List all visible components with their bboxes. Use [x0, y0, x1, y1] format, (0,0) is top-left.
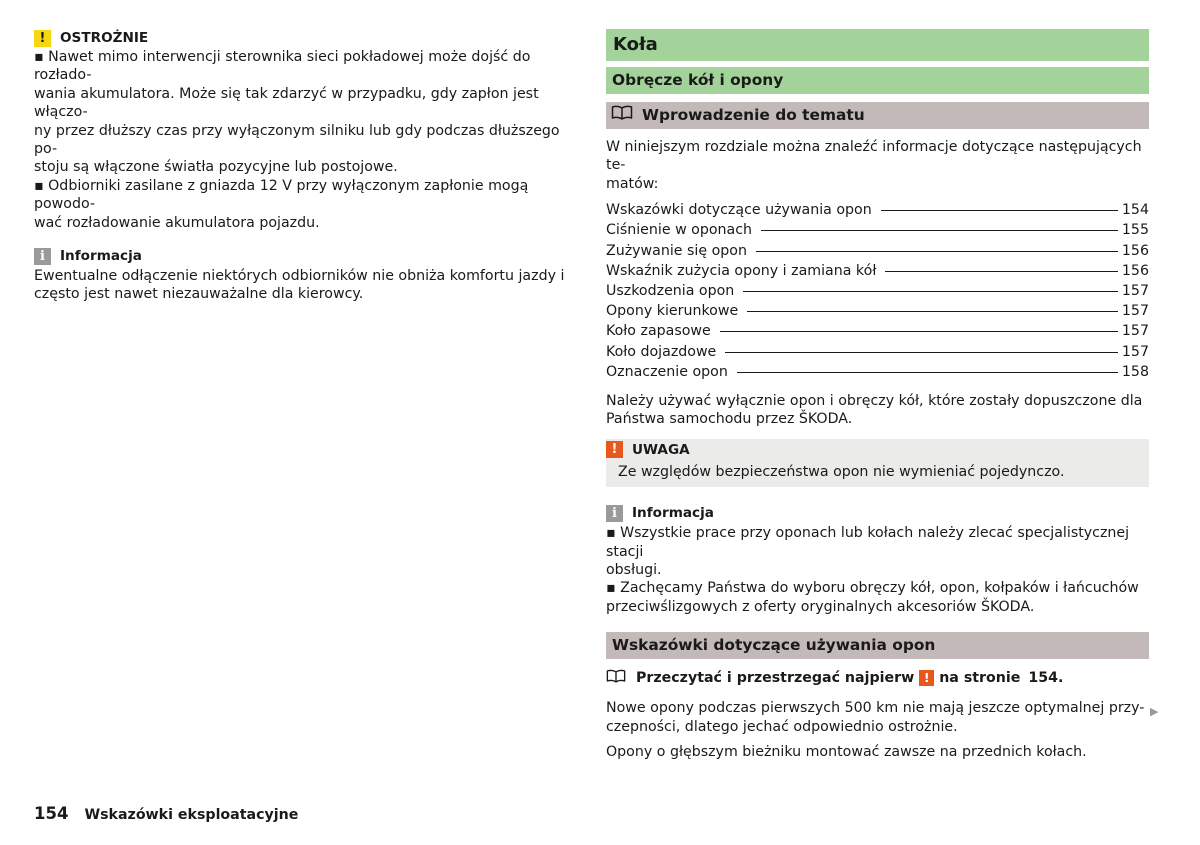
- toc-page: 157: [1121, 282, 1149, 299]
- text-line: ▪ Zachęcamy Państwa do wyboru obręczy kół, opon, kołpaków i łańcuchów: [606, 579, 1149, 597]
- text-line: wać rozładowanie akumulatora pojazdu.: [34, 214, 320, 231]
- info-bullet-1: [606, 524, 1149, 579]
- text-line: obsługi.: [606, 561, 662, 578]
- info-title: Informacja: [60, 248, 142, 265]
- intro-heading: [606, 102, 1149, 129]
- read-before-reference: [606, 668, 1149, 688]
- toc-page: 158: [1121, 363, 1149, 380]
- toc-leader-line: [881, 210, 1118, 211]
- caution-note: [34, 28, 579, 232]
- caution-header: [34, 28, 579, 48]
- text-line: Nowe opony podczas pierwszych 500 km nie mają jeszcze optymalnej przy-: [606, 700, 1145, 717]
- toc-entry[interactable]: [606, 243, 1149, 263]
- warning-title: UWAGA: [632, 441, 690, 458]
- text-line: często jest nawet niezauważalne dla kierowcy.: [34, 286, 364, 303]
- toc-leader-line: [747, 311, 1118, 312]
- toc-leader-line: [720, 331, 1118, 332]
- toc-page: 154: [1121, 202, 1149, 219]
- text-line: czepności, dlatego jechać odpowiednio ostrożnie.: [606, 718, 958, 735]
- text-line: Państwa samochodu przez ŠKODA.: [606, 411, 853, 428]
- info-note: [606, 503, 1149, 616]
- toc-entry[interactable]: [606, 202, 1149, 222]
- toc-label: Uszkodzenia opon: [606, 282, 735, 299]
- toc-leader-line: [885, 271, 1118, 272]
- read-before-page-link[interactable]: 154.: [1028, 670, 1064, 687]
- text-line: stoju są włączone światła pozycyjne lub postojowe.: [34, 159, 398, 176]
- book-icon: [611, 102, 633, 129]
- caution-bullet-2: [34, 177, 579, 232]
- toc-label: Zużywanie się opon: [606, 242, 747, 259]
- text-line: ▪ Wszystkie prace przy oponach lub kołach należy zlecać specjalistycznej stacji: [606, 524, 1149, 561]
- info-bullet-2: [606, 579, 1149, 616]
- right-column: [606, 28, 1149, 761]
- toc-page: 155: [1121, 222, 1149, 239]
- deep-tread-text: Opony o głębszym bieżniku montować zawsze na przednich kołach.: [606, 743, 1087, 760]
- text-line: matów:: [606, 175, 659, 192]
- left-column: [34, 28, 579, 304]
- toc-label: Ciśnienie w oponach: [606, 222, 753, 239]
- info-text: [34, 267, 579, 304]
- toc-page: 157: [1121, 323, 1149, 340]
- warning-text: Ze względów bezpieczeństwa opon nie wymieniać pojedynczo.: [618, 463, 1065, 480]
- toc-label: Wskazówki dotyczące używania opon: [606, 202, 872, 219]
- toc-page: 157: [1121, 343, 1149, 360]
- warning-header: [606, 439, 1149, 461]
- toc-label: Oznaczenie opon: [606, 363, 728, 380]
- toc-leader-line: [743, 291, 1118, 292]
- text-line: przeciwślizgowych z oferty oryginalnych akcesoriów ŠKODA.: [606, 598, 1035, 615]
- info-header: [34, 246, 579, 266]
- new-tyres-text: [606, 699, 1149, 736]
- approval-text: [606, 392, 1149, 429]
- info-title: Informacja: [632, 505, 714, 522]
- toc-leader-line: [737, 372, 1118, 373]
- intro-text: [606, 138, 1149, 193]
- toc-page: 156: [1121, 262, 1149, 279]
- toc-label: Wskaźnik zużycia opony i zamiana kół: [606, 262, 877, 279]
- section-title: Obręcze kół i opony: [606, 67, 1149, 94]
- info-icon: i: [606, 505, 623, 522]
- intro-heading-label: Wprowadzenie do tematu: [642, 106, 865, 124]
- info-icon: i: [34, 248, 51, 265]
- read-before-prefix: Przeczytać i przestrzegać najpierw: [636, 670, 915, 687]
- text-line: Należy używać wyłącznie opon i obręczy kół, które zostały dopuszczone dla: [606, 392, 1143, 409]
- page-footer: [34, 804, 298, 823]
- info-header: [606, 503, 1149, 523]
- caution-bullet-1: [34, 48, 579, 177]
- table-of-contents: [606, 202, 1149, 384]
- text-line: W niniejszym rozdziale można znaleźć informacje dotyczące następujących te-: [606, 139, 1142, 174]
- text-line: wania akumulatora. Może się tak zdarzyć w przypadku, gdy zapłon jest włączo-: [34, 85, 539, 121]
- text-line: ▪ Odbiorniki zasilane z gniazda 12 V przy wyłączonym zapłonie mogą powodo-: [34, 177, 579, 214]
- toc-entry[interactable]: [606, 344, 1149, 364]
- toc-entry[interactable]: [606, 222, 1149, 242]
- toc-entry[interactable]: [606, 283, 1149, 303]
- warning-icon: !: [606, 441, 623, 458]
- info-note: [34, 246, 579, 304]
- page-number: 154: [34, 804, 69, 823]
- toc-entry[interactable]: [606, 323, 1149, 343]
- toc-entry[interactable]: [606, 364, 1149, 384]
- text-line: ny przez dłuższy czas przy wyłączonym silniku lub gdy podczas dłuższego po-: [34, 122, 560, 158]
- toc-label: Koło dojazdowe: [606, 343, 717, 360]
- toc-leader-line: [725, 352, 1118, 353]
- warning-icon: !: [34, 30, 51, 47]
- read-before-middle: na stronie: [939, 670, 1021, 687]
- toc-page: 157: [1121, 303, 1149, 320]
- warning-icon: !: [919, 670, 934, 686]
- toc-entry[interactable]: [606, 303, 1149, 323]
- continue-arrow-icon: ▶: [1150, 705, 1159, 718]
- usage-heading: Wskazówki dotyczące używania opon: [606, 632, 1149, 659]
- toc-leader-line: [756, 251, 1118, 252]
- toc-entry[interactable]: [606, 263, 1149, 283]
- toc-page: 156: [1121, 242, 1149, 259]
- toc-label: Opony kierunkowe: [606, 303, 739, 320]
- text-line: ▪ Nawet mimo interwencji sterownika sieci pokładowej może dojść do rozłado-: [34, 48, 579, 85]
- warning-note: [606, 439, 1149, 487]
- text-line: Ewentualne odłączenie niektórych odbiorników nie obniża komfortu jazdy i: [34, 268, 565, 285]
- toc-leader-line: [761, 230, 1118, 231]
- chapter-title: Koła: [606, 29, 1149, 61]
- footer-title: Wskazówki eksploatacyjne: [84, 807, 299, 823]
- book-icon: [606, 669, 626, 687]
- caution-title: OSTROŻNIE: [60, 30, 149, 46]
- toc-label: Koło zapasowe: [606, 323, 711, 340]
